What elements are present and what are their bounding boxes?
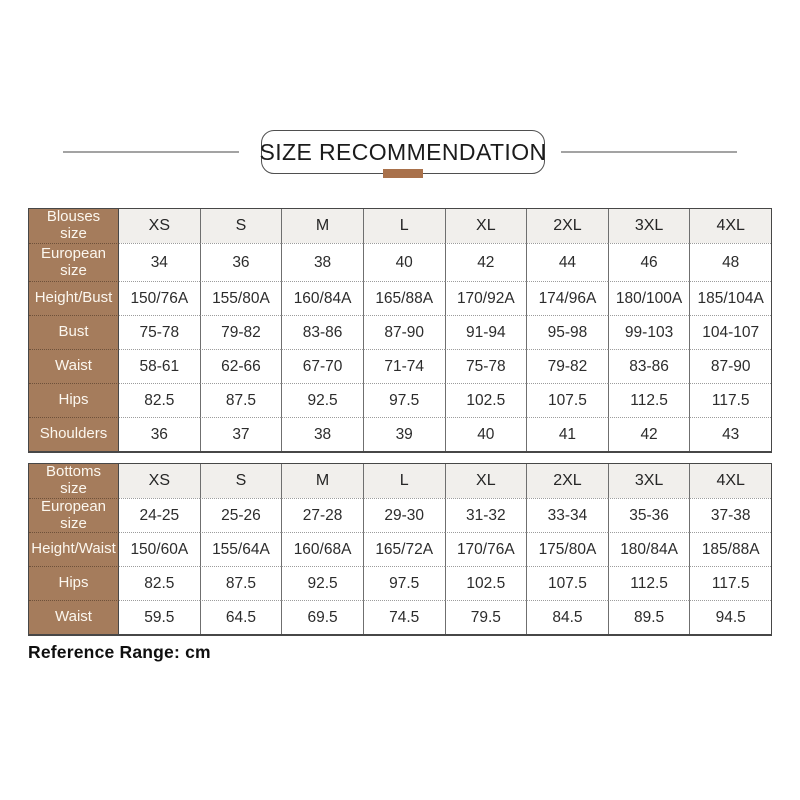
size-cell: 40 [363,243,445,281]
size-cell: 87.5 [200,566,282,600]
size-cell: 62-66 [200,349,282,383]
size-cell: 2XL [526,464,608,498]
size-cell: L [363,209,445,243]
row-label-bust: Bust [29,315,119,349]
bottoms-size-table [28,463,772,636]
size-table-row-waist [29,349,771,383]
row-label-hips: Hips [29,383,119,417]
size-cell: 82.5 [119,566,200,600]
size-cell: 112.5 [608,383,690,417]
size-table-row-bottoms-size [29,464,771,498]
size-table-row-blouses-size [29,209,771,243]
size-table-row-hips [29,383,771,417]
size-cell: 31-32 [445,498,527,532]
size-cell: 92.5 [281,383,363,417]
size-cell: 3XL [608,209,690,243]
size-cell: 180/100A [608,281,690,315]
size-cell: 165/88A [363,281,445,315]
size-table-row-height-bust [29,281,771,315]
size-cell: 36 [119,417,200,451]
size-cell: 97.5 [363,566,445,600]
size-cell: 112.5 [608,566,690,600]
size-table-row-shoulders [29,417,771,451]
title-right-rule [561,151,737,153]
size-cell: 75-78 [119,315,200,349]
size-cell: 24-25 [119,498,200,532]
size-cell: 165/72A [363,532,445,566]
row-label-blouses-size: Blouses size [29,209,119,243]
size-cell: M [281,209,363,243]
page-title-box [261,130,545,174]
size-cell: 39 [363,417,445,451]
size-cell: 79-82 [200,315,282,349]
size-cell: 170/92A [445,281,527,315]
size-table-row-hips [29,566,771,600]
row-label-height-waist: Height/Waist [29,532,119,566]
size-cell: 71-74 [363,349,445,383]
size-cell: 180/84A [608,532,690,566]
size-cell: XS [119,209,200,243]
size-cell: 25-26 [200,498,282,532]
size-cell: 3XL [608,464,690,498]
size-cell: 41 [526,417,608,451]
size-cell: 170/76A [445,532,527,566]
size-table-row-waist [29,600,771,634]
size-cell: 42 [608,417,690,451]
row-label-european-size: European size [29,243,119,281]
size-cell: 58-61 [119,349,200,383]
size-cell: 46 [608,243,690,281]
size-cell: 42 [445,243,527,281]
header [0,129,800,175]
size-cell: 37 [200,417,282,451]
size-cell: 104-107 [689,315,771,349]
size-cell: 2XL [526,209,608,243]
size-cell: 4XL [689,209,771,243]
row-label-shoulders: Shoulders [29,417,119,451]
size-cell: 91-94 [445,315,527,349]
size-cell: 117.5 [689,566,771,600]
size-cell: 94.5 [689,600,771,634]
size-cell: 107.5 [526,383,608,417]
size-cell: 155/80A [200,281,282,315]
size-cell: 27-28 [281,498,363,532]
size-cell: 150/60A [119,532,200,566]
size-cell: 40 [445,417,527,451]
size-cell: 75-78 [445,349,527,383]
size-cell: 84.5 [526,600,608,634]
size-cell: 155/64A [200,532,282,566]
row-label-european-size: European size [29,498,119,532]
size-cell: 92.5 [281,566,363,600]
size-cell: 79-82 [526,349,608,383]
size-cell: 33-34 [526,498,608,532]
size-cell: 43 [689,417,771,451]
size-cell: 29-30 [363,498,445,532]
size-cell: 64.5 [200,600,282,634]
size-cell: 82.5 [119,383,200,417]
size-cell: 79.5 [445,600,527,634]
size-cell: 83-86 [281,315,363,349]
size-cell: 4XL [689,464,771,498]
size-cell: 107.5 [526,566,608,600]
size-cell: 160/68A [281,532,363,566]
size-cell: 99-103 [608,315,690,349]
size-cell: 102.5 [445,383,527,417]
size-cell: 74.5 [363,600,445,634]
size-cell: 36 [200,243,282,281]
size-cell: 87.5 [200,383,282,417]
size-cell: 87-90 [363,315,445,349]
row-label-hips: Hips [29,566,119,600]
size-cell: 117.5 [689,383,771,417]
size-cell: 67-70 [281,349,363,383]
size-cell: XS [119,464,200,498]
size-cell: 95-98 [526,315,608,349]
size-cell: 37-38 [689,498,771,532]
size-cell: 89.5 [608,600,690,634]
size-cell: 175/80A [526,532,608,566]
size-table-row-european-size [29,243,771,281]
size-cell: 69.5 [281,600,363,634]
size-cell: 34 [119,243,200,281]
size-cell: 38 [281,417,363,451]
page-title: SIZE RECOMMENDATION [259,138,547,165]
row-label-height-bust: Height/Bust [29,281,119,315]
title-left-rule [63,151,239,153]
size-cell: 174/96A [526,281,608,315]
size-cell: 102.5 [445,566,527,600]
blouses-size-table [28,208,772,453]
reference-range-note: Reference Range: cm [28,642,211,662]
size-cell: S [200,464,282,498]
size-cell: 59.5 [119,600,200,634]
size-cell: 185/88A [689,532,771,566]
size-table-row-height-waist [29,532,771,566]
size-cell: 160/84A [281,281,363,315]
size-cell: L [363,464,445,498]
size-cell: M [281,464,363,498]
row-label-waist: Waist [29,349,119,383]
size-cell: 83-86 [608,349,690,383]
size-cell: 150/76A [119,281,200,315]
size-cell: XL [445,464,527,498]
size-cell: XL [445,209,527,243]
size-cell: 97.5 [363,383,445,417]
size-cell: 185/104A [689,281,771,315]
row-label-bottoms-size: Bottoms size [29,464,119,498]
size-cell: 87-90 [689,349,771,383]
size-cell: 38 [281,243,363,281]
row-label-waist: Waist [29,600,119,634]
title-accent-bar [383,169,423,178]
size-cell: S [200,209,282,243]
size-table-row-bust [29,315,771,349]
size-cell: 35-36 [608,498,690,532]
size-cell: 44 [526,243,608,281]
size-cell: 48 [689,243,771,281]
size-table-row-european-size [29,498,771,532]
